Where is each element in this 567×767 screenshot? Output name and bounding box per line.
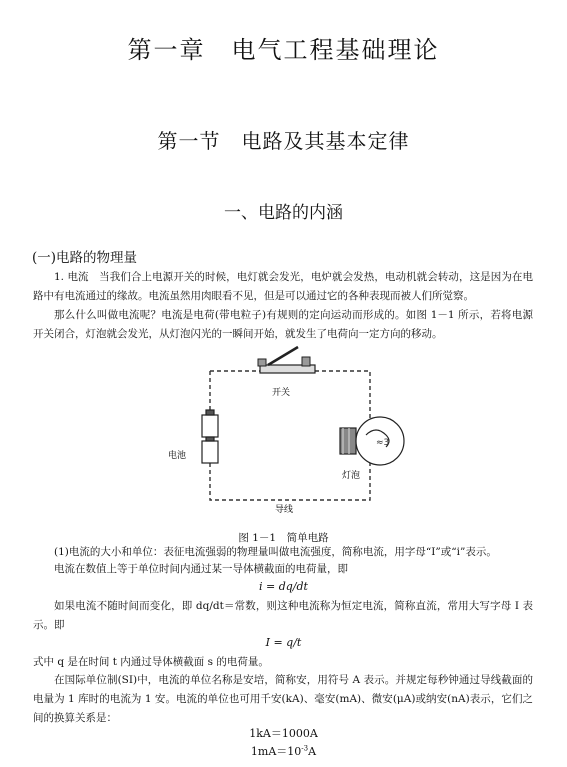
label-wire: 导线: [275, 505, 294, 515]
paragraph-si-unit: 在国际单位制(SI)中，电流的单位名称是安培，简称安，用符号 A 表示。并规定每秒钟通过导线截面的电量为 1 库时的电流为 1 安。电流的单位也可用千安(kA)、毫安(mA)、微安(μA)或纳安(nA)表示，它们之间的换算关系是：: [33, 674, 533, 724]
lamp-icon: [340, 417, 404, 465]
equation-ma-unit: A: [308, 745, 317, 758]
subheading: (一)电路的物理量: [32, 250, 138, 266]
paragraph-current-value: 电流在数值上等于单位时间内通过某一导体横截面的电荷量，即: [54, 563, 348, 575]
paragraph-current-unit: (1)电流的大小和单位：表征电流强弱的物理量叫做电流强度，简称电流，用字母“I”或“i”表示。: [54, 546, 497, 558]
paragraph-charge: 式中 q 是在时间 t 内通过导体横截面 s 的电荷量。: [33, 656, 269, 668]
label-source: 电池: [168, 451, 187, 461]
section-title: 第一节 电路及其基本定律: [157, 129, 410, 153]
chapter-title: 第一章 电气工程基础理论: [127, 36, 440, 64]
battery-icon: [202, 410, 218, 463]
equation-i: i = dq/dt: [259, 580, 308, 593]
equation-ma-base: 1mA＝10: [250, 745, 302, 758]
figure-caption: 图 1－1 简单电路: [238, 532, 329, 544]
paragraph-direct-current: 如果电流不随时间而变化，即 dq/dt＝常数，则这种电流称为恒定电流，简称直流，常用大写字母 I 表示。即: [33, 600, 533, 631]
switch-icon: [258, 347, 315, 373]
paragraph-current-intro: 1. 电流 当我们合上电源开关的时候，电灯就会发光，电炉就会发热，电动机就会转动，这是因为在电路中有电流通过的缘故。电流虽然用肉眼看不见，但是可以通过它的各种表现而被人们所觉察。: [33, 271, 533, 302]
equation-ka: 1kA＝1000A: [249, 727, 318, 740]
label-lamp: 灯泡: [342, 471, 361, 481]
svg-text:≈3: ≈3: [376, 438, 390, 448]
paragraph-current-definition: 那么什么叫做电流呢？电流是电荷(带电粒子)有规则的定向运动而形成的。如图 1－1 所示，若将电源开关闭合，灯泡就会发光，从灯泡闪光的一瞬间开始，就发生了电荷向一定方向的移动。: [33, 309, 533, 340]
equation-ma-exp: -3: [301, 744, 309, 753]
equation-I: I = q/t: [265, 636, 302, 649]
subsection-title: 一、电路的内涵: [224, 203, 343, 223]
equation-ma: [0, 743, 567, 759]
circuit-figure: [150, 345, 420, 525]
label-switch: 开关: [272, 388, 291, 398]
